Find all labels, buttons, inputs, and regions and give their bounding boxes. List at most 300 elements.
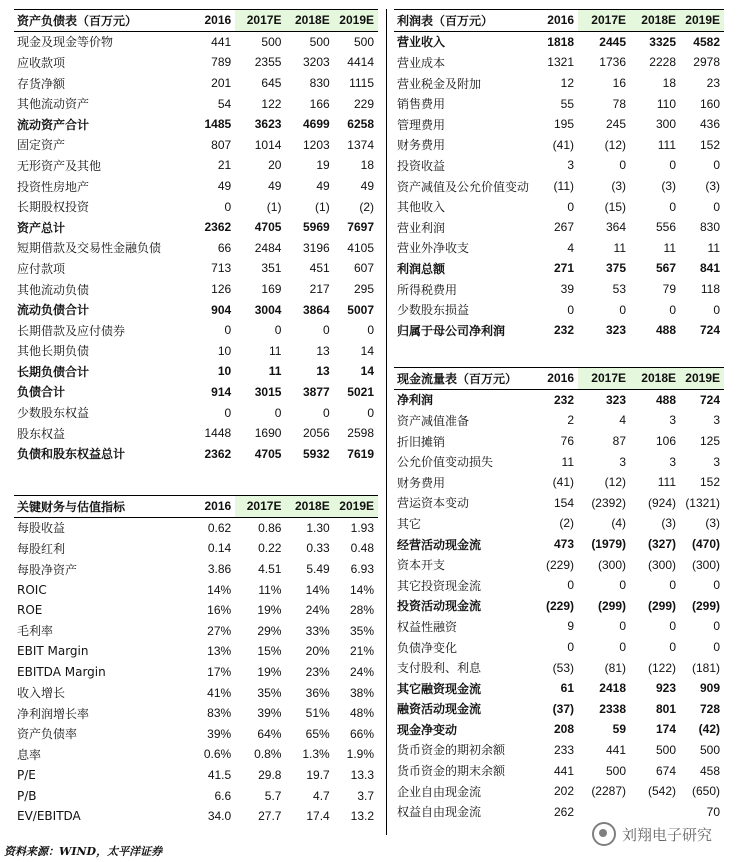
year-header: 2017E	[578, 10, 630, 32]
row-value: 11	[707, 240, 720, 255]
row-value: 41.5	[207, 768, 232, 783]
row-value: 4699	[303, 117, 330, 132]
row-value: 0	[669, 619, 676, 634]
year-header: 2019E	[680, 10, 724, 32]
row-value: 4.7	[313, 788, 330, 803]
row-value: 0	[367, 323, 374, 338]
year-header: 2018E	[285, 10, 333, 32]
table-row	[394, 431, 724, 452]
row-value: 3	[669, 413, 676, 428]
row-label: 折旧摊销	[397, 434, 446, 449]
row-value: (37)	[552, 701, 574, 716]
row-value: 0	[224, 405, 232, 420]
row-value: 201	[211, 76, 232, 91]
row-value: 271	[553, 261, 574, 276]
row-label: EBITDA Margin	[17, 665, 106, 680]
row-value: 1203	[303, 137, 330, 152]
row-value: 0	[619, 640, 626, 655]
row-label: P/B	[17, 788, 37, 803]
row-value: 0	[619, 619, 626, 634]
table-header-row	[394, 10, 724, 32]
table-row	[394, 657, 724, 678]
table-row	[14, 176, 378, 197]
row-label: 固定资产	[17, 138, 66, 153]
row-value: 0	[669, 640, 676, 655]
table-row	[394, 299, 724, 320]
watermark	[588, 820, 716, 848]
row-value: 106	[655, 434, 676, 449]
row-value: 27%	[207, 623, 232, 638]
row-value: 11%	[258, 582, 282, 597]
row-value: 14	[360, 364, 374, 379]
row-value: 0.48	[350, 541, 374, 556]
row-value: (1321)	[685, 495, 720, 510]
row-value: 2598	[347, 426, 374, 441]
row-value: 3877	[303, 384, 330, 399]
row-label: 每股净资产	[17, 562, 78, 577]
year-header: 2016	[193, 10, 235, 32]
row-value: 441	[605, 742, 626, 757]
row-value: 17%	[207, 665, 232, 680]
row-value: 39%	[207, 726, 232, 741]
table-row	[394, 320, 724, 341]
row-value: 473	[553, 537, 574, 552]
row-label: 现金及现金等价物	[17, 35, 114, 50]
row-label: 息率	[17, 747, 42, 762]
row-value: 118	[700, 282, 720, 297]
row-value: 65%	[305, 726, 330, 741]
row-value: (3)	[611, 179, 626, 194]
row-value	[578, 801, 630, 822]
row-label: 现金净变动	[397, 722, 458, 737]
table-row	[14, 135, 378, 156]
table-row	[394, 238, 724, 259]
row-value: 3	[713, 454, 720, 469]
row-value: 1736	[599, 55, 626, 70]
row-value: 0	[367, 405, 374, 420]
row-value: (3)	[705, 516, 720, 531]
row-value: (122)	[647, 660, 676, 675]
table-row	[394, 135, 724, 156]
table-row	[394, 93, 724, 114]
table-title: 资产负债表（百万元）	[14, 10, 193, 32]
cash-flow-table	[394, 367, 724, 822]
row-value: 59	[612, 722, 626, 737]
row-value: 1374	[347, 137, 374, 152]
row-value: 64%	[257, 726, 282, 741]
row-value: 33%	[305, 623, 330, 638]
data-table	[394, 9, 724, 341]
row-value: 914	[211, 384, 232, 399]
row-value: (3)	[705, 179, 720, 194]
row-label: 货币资金的期初余额	[397, 743, 506, 758]
row-value: 0	[567, 640, 574, 655]
row-value: 364	[605, 220, 626, 235]
row-value: 0.6%	[203, 747, 232, 762]
row-value: 0	[274, 405, 282, 420]
table-header-row	[14, 10, 378, 32]
source-note: 资料来源：WIND，太平洋证券	[4, 845, 163, 858]
row-label: 负债和股东权益总计	[17, 447, 126, 462]
row-value: 500	[309, 34, 330, 49]
row-value: (42)	[698, 722, 720, 737]
row-value: 7697	[347, 220, 374, 235]
row-label: 营运资本变动	[397, 496, 470, 511]
year-header: 2018E	[285, 496, 333, 518]
row-value: 500	[261, 34, 282, 49]
row-value: 3196	[303, 240, 330, 255]
row-value: 49	[316, 179, 330, 194]
row-value: 13	[316, 364, 330, 379]
row-value: (542)	[647, 784, 676, 799]
row-value: 11	[663, 240, 676, 255]
row-value: 126	[211, 282, 232, 297]
row-label: 短期借款及交易性金融负债	[17, 241, 162, 256]
row-value: 232	[553, 392, 574, 407]
row-label: EV/EBITDA	[17, 809, 81, 824]
row-value: 1.3%	[302, 747, 330, 762]
table-row	[394, 410, 724, 431]
row-value: 300	[655, 117, 676, 132]
row-value: 9	[567, 619, 574, 634]
row-value: 79	[662, 282, 676, 297]
row-value: 2	[567, 413, 574, 428]
table-title: 利润表（百万元）	[394, 10, 538, 32]
row-value: 16	[612, 76, 626, 91]
row-label: 每股收益	[17, 521, 66, 536]
row-value: 0	[567, 302, 574, 317]
row-label: 资产负债率	[17, 727, 78, 742]
row-value: 174	[655, 722, 676, 737]
row-label: 净利润	[397, 393, 434, 408]
row-value: (3)	[661, 516, 676, 531]
table-row	[394, 451, 724, 472]
row-value: 28%	[349, 603, 374, 618]
row-label: 净利润增长率	[17, 706, 90, 721]
watermark-text: 刘翔电子研究	[621, 825, 712, 844]
row-value: 841	[699, 261, 720, 276]
row-value: 0	[669, 158, 676, 173]
table-row	[394, 155, 724, 176]
row-label: 企业自由现金流	[397, 784, 482, 799]
row-value: 76	[560, 434, 574, 449]
row-value: (11)	[553, 179, 574, 194]
row-label: 其它	[397, 516, 422, 531]
row-value: 724	[699, 323, 720, 338]
income-statement-table	[394, 9, 724, 341]
row-value: 645	[261, 76, 282, 91]
table-row	[14, 600, 378, 621]
row-value: 5.7	[264, 788, 282, 803]
row-value: (299)	[647, 598, 676, 613]
row-value: 0	[224, 323, 232, 338]
table-row	[14, 423, 378, 444]
row-value: 19%	[257, 665, 282, 680]
row-value: 49	[217, 179, 232, 194]
row-value: 1818	[547, 34, 574, 49]
row-label: 其它融资现金流	[397, 681, 482, 696]
table-row	[394, 719, 724, 740]
row-value: 3	[619, 454, 626, 469]
row-value: 6258	[347, 117, 374, 132]
row-value: (300)	[691, 557, 720, 572]
row-value: 323	[605, 392, 626, 407]
row-value: 1321	[547, 55, 574, 70]
row-label: 公允价值变动损失	[397, 455, 494, 470]
row-value: 0.22	[258, 541, 282, 556]
table-row	[14, 341, 378, 362]
table-row	[14, 93, 378, 114]
row-value: 66%	[349, 726, 374, 741]
row-value: 2418	[599, 681, 626, 696]
row-label: 融资活动现金流	[397, 702, 482, 717]
row-value: 5.49	[306, 562, 330, 577]
row-value: 0	[713, 578, 720, 593]
row-value: 351	[261, 261, 282, 276]
row-value: 3.7	[357, 788, 374, 803]
row-value: 267	[553, 220, 574, 235]
table-row	[394, 781, 724, 802]
row-value: 500	[699, 742, 720, 757]
row-value: 18	[360, 158, 374, 173]
row-value: 1.30	[306, 520, 330, 535]
row-value: 0.14	[207, 541, 232, 556]
row-label: 应收款项	[17, 55, 66, 70]
row-value: 39	[560, 282, 574, 297]
row-value: 5007	[347, 302, 374, 317]
table-row	[14, 382, 378, 403]
row-value: 1115	[349, 76, 374, 91]
table-row	[394, 176, 724, 197]
table-title: 关键财务与估值指标	[14, 496, 193, 518]
row-value: 830	[699, 220, 720, 235]
row-value: 4414	[347, 55, 374, 70]
row-value: 923	[655, 681, 676, 696]
row-value: 2056	[303, 426, 330, 441]
row-value: 35%	[257, 685, 282, 700]
row-value: 70	[706, 804, 720, 819]
row-value: 5021	[347, 384, 374, 399]
row-value: 19	[316, 158, 330, 173]
row-value: 3.86	[207, 562, 232, 577]
data-table	[14, 9, 378, 464]
row-label: 财务费用	[397, 475, 446, 490]
row-value: 2445	[599, 34, 626, 49]
row-label: 权益性融资	[397, 619, 458, 634]
row-value: 14	[360, 343, 374, 358]
row-value: (41)	[552, 475, 574, 490]
row-value: 24%	[349, 665, 374, 680]
row-value: 61	[560, 681, 574, 696]
row-label: 利润总额	[397, 261, 446, 276]
row-value: 233	[553, 742, 574, 757]
row-value: 14%	[305, 582, 330, 597]
row-value: 11	[268, 343, 282, 358]
row-value: 0	[567, 578, 574, 593]
table-row	[394, 699, 724, 720]
table-row	[394, 114, 724, 135]
row-value: (12)	[604, 475, 626, 490]
row-value: 49	[268, 179, 282, 194]
table-row	[14, 744, 378, 765]
row-value: 166	[309, 96, 330, 111]
table-row	[394, 279, 724, 300]
row-label: 投资性房地产	[17, 179, 90, 194]
row-value: 5969	[303, 220, 330, 235]
row-value: 0	[713, 302, 720, 317]
row-value: 208	[553, 722, 574, 737]
row-label: 资本开支	[397, 558, 446, 573]
row-value: 3015	[254, 384, 282, 399]
row-value: 295	[353, 282, 374, 297]
row-label: 投资活动现金流	[397, 599, 482, 614]
row-value: 1.9%	[346, 747, 374, 762]
row-value: 38%	[349, 685, 374, 700]
row-value: 24%	[305, 603, 330, 618]
table-row	[394, 596, 724, 617]
table-row	[14, 806, 378, 827]
row-label: 流动负债合计	[17, 303, 90, 318]
row-label: 存货净额	[17, 76, 66, 91]
row-value: 4.51	[258, 562, 282, 577]
row-label: 营业利润	[397, 220, 446, 235]
table-row	[14, 217, 378, 238]
row-value: (229)	[545, 557, 574, 572]
row-value: 0.62	[207, 520, 232, 535]
row-label: 少数股东损益	[397, 303, 470, 318]
row-value: (300)	[597, 557, 626, 572]
row-value: 441	[211, 34, 232, 49]
table-row	[394, 196, 724, 217]
row-value: 0	[323, 405, 330, 420]
row-value: 34.0	[207, 809, 232, 824]
row-value: 111	[657, 475, 676, 490]
row-value: 229	[353, 96, 374, 111]
table-row	[394, 760, 724, 781]
year-header: 2016	[538, 10, 578, 32]
row-value: 39%	[257, 706, 282, 721]
row-value: (2392)	[591, 495, 626, 510]
row-label: 负债合计	[17, 385, 66, 400]
table-row	[394, 258, 724, 279]
row-value: (3)	[661, 179, 676, 194]
row-value: (53)	[552, 660, 574, 675]
table-row	[14, 155, 378, 176]
table-row	[14, 662, 378, 683]
row-value: (1979)	[591, 537, 626, 552]
row-value: 436	[699, 117, 720, 132]
row-value: 217	[309, 282, 330, 297]
key-indicators-table	[14, 495, 378, 827]
row-value: 789	[211, 55, 232, 70]
row-value: 2355	[254, 55, 282, 70]
row-value: 3	[713, 413, 720, 428]
row-value: 49	[360, 179, 374, 194]
row-value: 54	[217, 96, 232, 111]
table-row	[14, 559, 378, 580]
table-row	[14, 320, 378, 341]
row-label: 毛利率	[17, 624, 54, 639]
row-value: (181)	[691, 660, 720, 675]
row-value: 23	[706, 76, 720, 91]
row-label: 货币资金的期末余额	[397, 764, 506, 779]
row-label: 其他流动负债	[17, 282, 90, 297]
table-row	[14, 299, 378, 320]
row-value: 724	[699, 392, 720, 407]
table-row	[14, 443, 378, 464]
row-value: 0.8%	[254, 747, 282, 762]
row-value: 13	[316, 343, 330, 358]
row-label: EBIT Margin	[17, 644, 89, 659]
row-label: 支付股利、利息	[397, 661, 482, 676]
row-value	[630, 801, 680, 822]
row-value: 23%	[305, 665, 330, 680]
row-value: 3	[567, 158, 574, 173]
row-value: (81)	[604, 660, 626, 675]
row-value: (470)	[691, 537, 720, 552]
row-label: 营业成本	[397, 55, 446, 70]
row-value: 6.93	[350, 562, 374, 577]
table-row	[394, 52, 724, 73]
row-value: 169	[261, 282, 282, 297]
table-row	[394, 472, 724, 493]
row-value: 12	[560, 76, 574, 91]
row-label: 每股红利	[17, 541, 66, 556]
balance-sheet-table	[14, 9, 378, 464]
table-row	[14, 114, 378, 135]
row-label: 财务费用	[397, 138, 446, 153]
row-label: 资产减值及公允价值变动	[397, 179, 530, 194]
table-row	[14, 621, 378, 642]
row-value: 20%	[305, 644, 330, 659]
row-value: 556	[655, 220, 676, 235]
row-value: 3203	[303, 55, 330, 70]
row-value: 375	[605, 261, 626, 276]
row-value: 10	[217, 343, 232, 358]
table-row	[14, 361, 378, 382]
row-value: 16%	[207, 603, 232, 618]
row-value: 0	[669, 199, 676, 214]
row-value: 20	[268, 158, 282, 173]
row-label: 长期股权投资	[17, 200, 90, 215]
row-label: ROIC	[17, 582, 47, 597]
row-value: 152	[699, 475, 720, 490]
table-row	[14, 579, 378, 600]
row-label: 应付款项	[17, 261, 66, 276]
row-value: (1)	[266, 199, 282, 214]
row-value: 66	[217, 240, 232, 255]
row-label: 其它投资现金流	[397, 578, 482, 593]
row-value: 7619	[347, 446, 374, 461]
row-value: 87	[612, 434, 626, 449]
row-value: 323	[605, 323, 626, 338]
table-row	[14, 279, 378, 300]
table-row	[14, 73, 378, 94]
row-label: 归属于母公司净利润	[397, 323, 506, 338]
row-value: (2287)	[591, 784, 626, 799]
row-value: 262	[553, 804, 574, 819]
row-value: 2362	[204, 220, 232, 235]
row-label: 资产总计	[17, 220, 66, 235]
table-row	[394, 575, 724, 596]
table-row	[14, 196, 378, 217]
row-label: 经营活动现金流	[397, 537, 482, 552]
table-row	[14, 31, 378, 52]
row-value: 567	[655, 261, 676, 276]
row-value: (41)	[552, 137, 574, 152]
table-row	[394, 554, 724, 575]
year-header: 2016	[193, 496, 235, 518]
